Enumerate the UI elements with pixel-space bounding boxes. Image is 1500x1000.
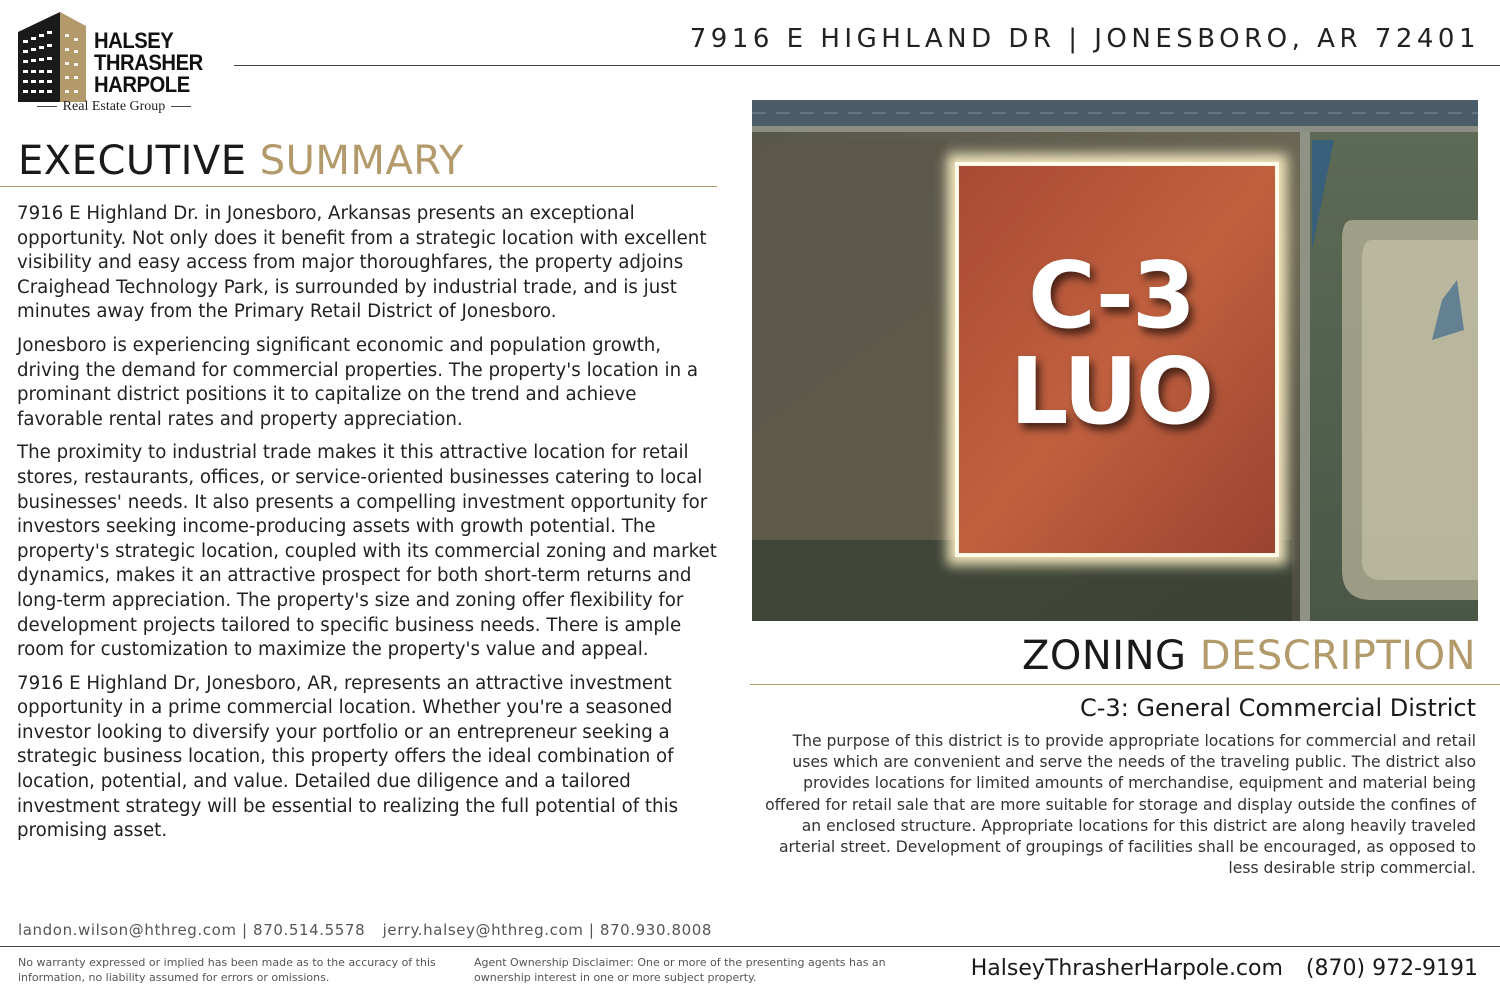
executive-summary-paragraph: 7916 E Highland Dr, Jonesboro, AR, represents an attractive investment opportunity in a prime commercial location. Whether you're a seasoned investor looking to diversify your portfolio or an entrepreneur seeking a strategic business location, this property offers the ideal combination of location, potential, and value. Detailed due diligence and a tailored investment strategy will be essential to realizing the full potential of this promising asset.	[17, 672, 679, 842]
zoning-description-body: The purpose of this district is to provide appropriate locations for commercial and retail uses which are convenient and serve the needs of the traveling public. The district also provides locations for limited amounts of merchandise, equipment and material being offered for retail sale that are more suitable for storage and display outside the confines of an enclosed structure. Appropriate locations for this district are along heavily traveled arterial street. Development of groupings of facilities shall be encouraged, as opposed to less desirable strip commercial.	[765, 732, 1476, 878]
agent-contacts	[18, 921, 712, 939]
logo-text-line1: HALSEY	[94, 28, 174, 53]
zoning-description-title-dark: ZONING	[1022, 633, 1187, 679]
warranty-disclaimer: No warranty expressed or implied has been made as to the accuracy of this information, no liability assumed for errors or omissions.	[18, 956, 436, 984]
executive-summary-title-gold: SUMMARY	[259, 138, 464, 184]
footer-contact	[971, 956, 1478, 981]
zoning-code-label	[960, 242, 1262, 445]
agent1-email-link[interactable]: landon.wilson@hthreg.com	[18, 921, 237, 939]
executive-summary-paragraph: 7916 E Highland Dr. in Jonesboro, Arkansas presents an exceptional opportunity. Not only does it benefit from a strategic location with excellent visibility and easy access from major thoroughfares, the property adjoins Craighead Technology Park, is surrounded by industrial trade, and is just minutes away from the Primary Retail District of Jonesboro.	[17, 203, 707, 323]
agent2-phone-link[interactable]: 870.930.8008	[599, 921, 713, 939]
contact-separator: |	[242, 921, 248, 939]
aerial-property-photo	[752, 100, 1478, 621]
logo-text-line2: THRASHER	[94, 50, 203, 75]
building-icon	[14, 10, 90, 102]
executive-summary-body	[17, 202, 717, 853]
executive-summary-title	[18, 138, 464, 184]
property-address: 7916 E HIGHLAND DR | JONESBORO, AR 72401	[689, 24, 1480, 54]
logo-text-line3: HARPOLE	[94, 72, 190, 97]
office-phone-link[interactable]: (870) 972-9191	[1305, 956, 1478, 981]
zoning-code-line2: LUO	[1009, 338, 1213, 445]
zoning-description-divider	[750, 684, 1500, 685]
agent1-phone-link[interactable]: 870.514.5578	[253, 921, 366, 939]
executive-summary-paragraph: Jonesboro is experiencing significant economic and population growth, driving the demand for commercial properties. The property's location in a prominant district positions it to capitalize on the trend and achieve favorable rental rates and property appreciation.	[17, 334, 699, 430]
zoning-description-title-gold: DESCRIPTION	[1199, 633, 1476, 679]
header-divider	[234, 65, 1500, 66]
footer-divider	[0, 946, 1500, 947]
zoning-code-line1: C-3	[1028, 242, 1194, 349]
zoning-description-title	[1022, 633, 1476, 679]
zoning-district-name: C-3: General Commercial District	[1080, 694, 1476, 722]
logo-tagline: Real Estate Group	[24, 99, 204, 115]
agent2-email-link[interactable]: jerry.halsey@hthreg.com	[382, 921, 584, 939]
executive-summary-paragraph: The proximity to industrial trade makes it this attractive location for retail stores, restaurants, offices, or service-oriented businesses catering to local businesses' needs. It also presents a compelling investment opportunity for investors seeking income-producing assets with growth potential. The property's strategic location, coupled with its commercial zoning and market dynamics, makes it an attractive prospect for both short-term returns and long-term appreciation. The property's size and zoning offer flexibility for development projects tailored to specific business needs. There is ample room for customization to maximize the property's value and appeal.	[17, 442, 717, 661]
contact-separator: |	[588, 921, 595, 939]
company-logo	[14, 10, 214, 118]
executive-summary-divider	[0, 186, 717, 187]
website-link[interactable]: HalseyThrasherHarpole.com	[970, 956, 1283, 981]
ownership-disclaimer: Agent Ownership Disclaimer: One or more of the presenting agents has an ownership interest in one or more subject property.	[474, 956, 886, 984]
executive-summary-title-dark: EXECUTIVE	[18, 138, 247, 184]
